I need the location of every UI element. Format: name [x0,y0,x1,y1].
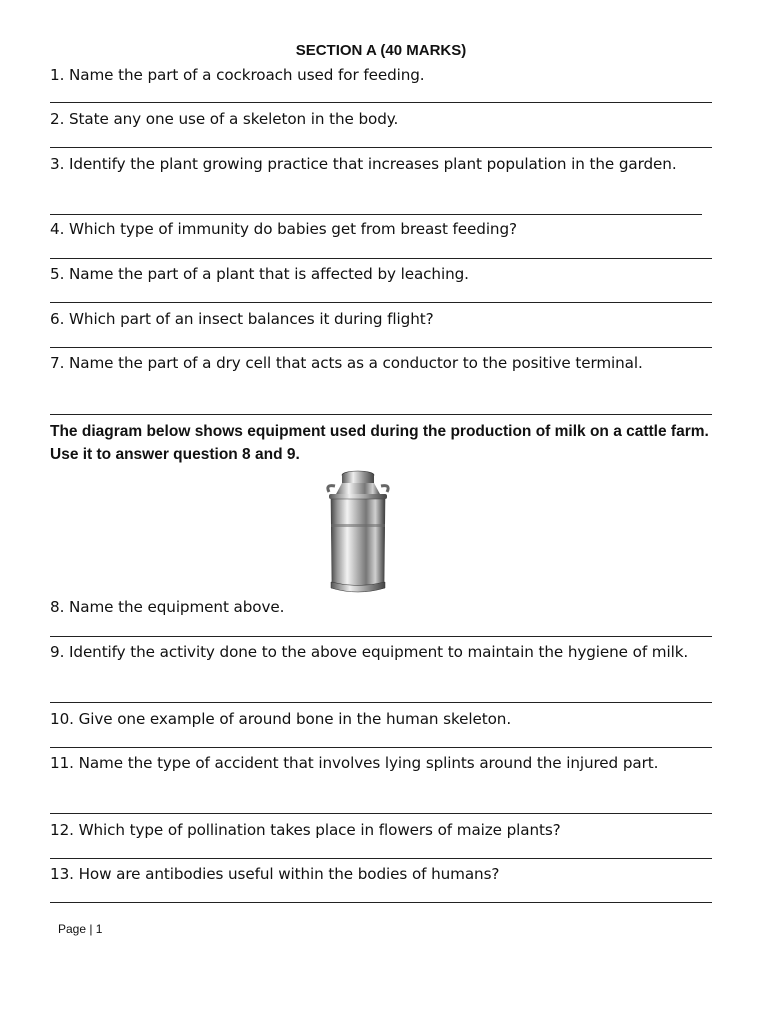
answer-line-12 [50,858,712,859]
question-2: 2. State any one use of a skeleton in the body. [50,110,399,128]
question-13: 13. How are antibodies useful within the bodies of humans? [50,865,500,883]
question-9: 9. Identify the activity done to the above equipment to maintain the hygiene of milk. [50,643,689,661]
answer-line-6 [50,347,712,348]
answer-line-9 [50,702,712,703]
answer-line-2 [50,147,712,148]
question-11: 11. Name the type of accident that involves lying splints around the injured part. [50,754,659,772]
question-1: 1. Name the part of a cockroach used for feeding. [50,66,425,84]
answer-line-4 [50,258,712,259]
question-6: 6. Which part of an insect balances it during flight? [50,310,434,328]
answer-line-1 [50,102,712,103]
question-7: 7. Name the part of a dry cell that acts as a conductor to the positive terminal. [50,354,643,372]
question-10: 10. Give one example of around bone in the human skeleton. [50,710,512,728]
page-number: Page | 1 [58,922,103,936]
answer-line-8 [50,636,712,637]
diagram-intro: The diagram below shows equipment used during the production of milk on a cattle farm. Use it to answer question 8 and 9. [50,423,709,463]
answer-line-10 [50,747,712,748]
question-3: 3. Identify the plant growing practice that increases plant population in the garden. [50,155,677,173]
answer-line-11 [50,813,712,814]
question-4: 4. Which type of immunity do babies get from breast feeding? [50,220,517,238]
question-12: 12. Which type of pollination takes place in flowers of maize plants? [50,821,561,839]
answer-line-13 [50,902,712,903]
answer-line-5 [50,302,712,303]
milk-can-diagram [315,468,401,598]
answer-line-3 [50,214,702,215]
question-5: 5. Name the part of a plant that is affected by leaching. [50,265,469,283]
answer-line-7 [50,414,712,415]
question-8: 8. Name the equipment above. [50,598,285,616]
section-title: SECTION A (40 MARKS) [295,42,467,59]
